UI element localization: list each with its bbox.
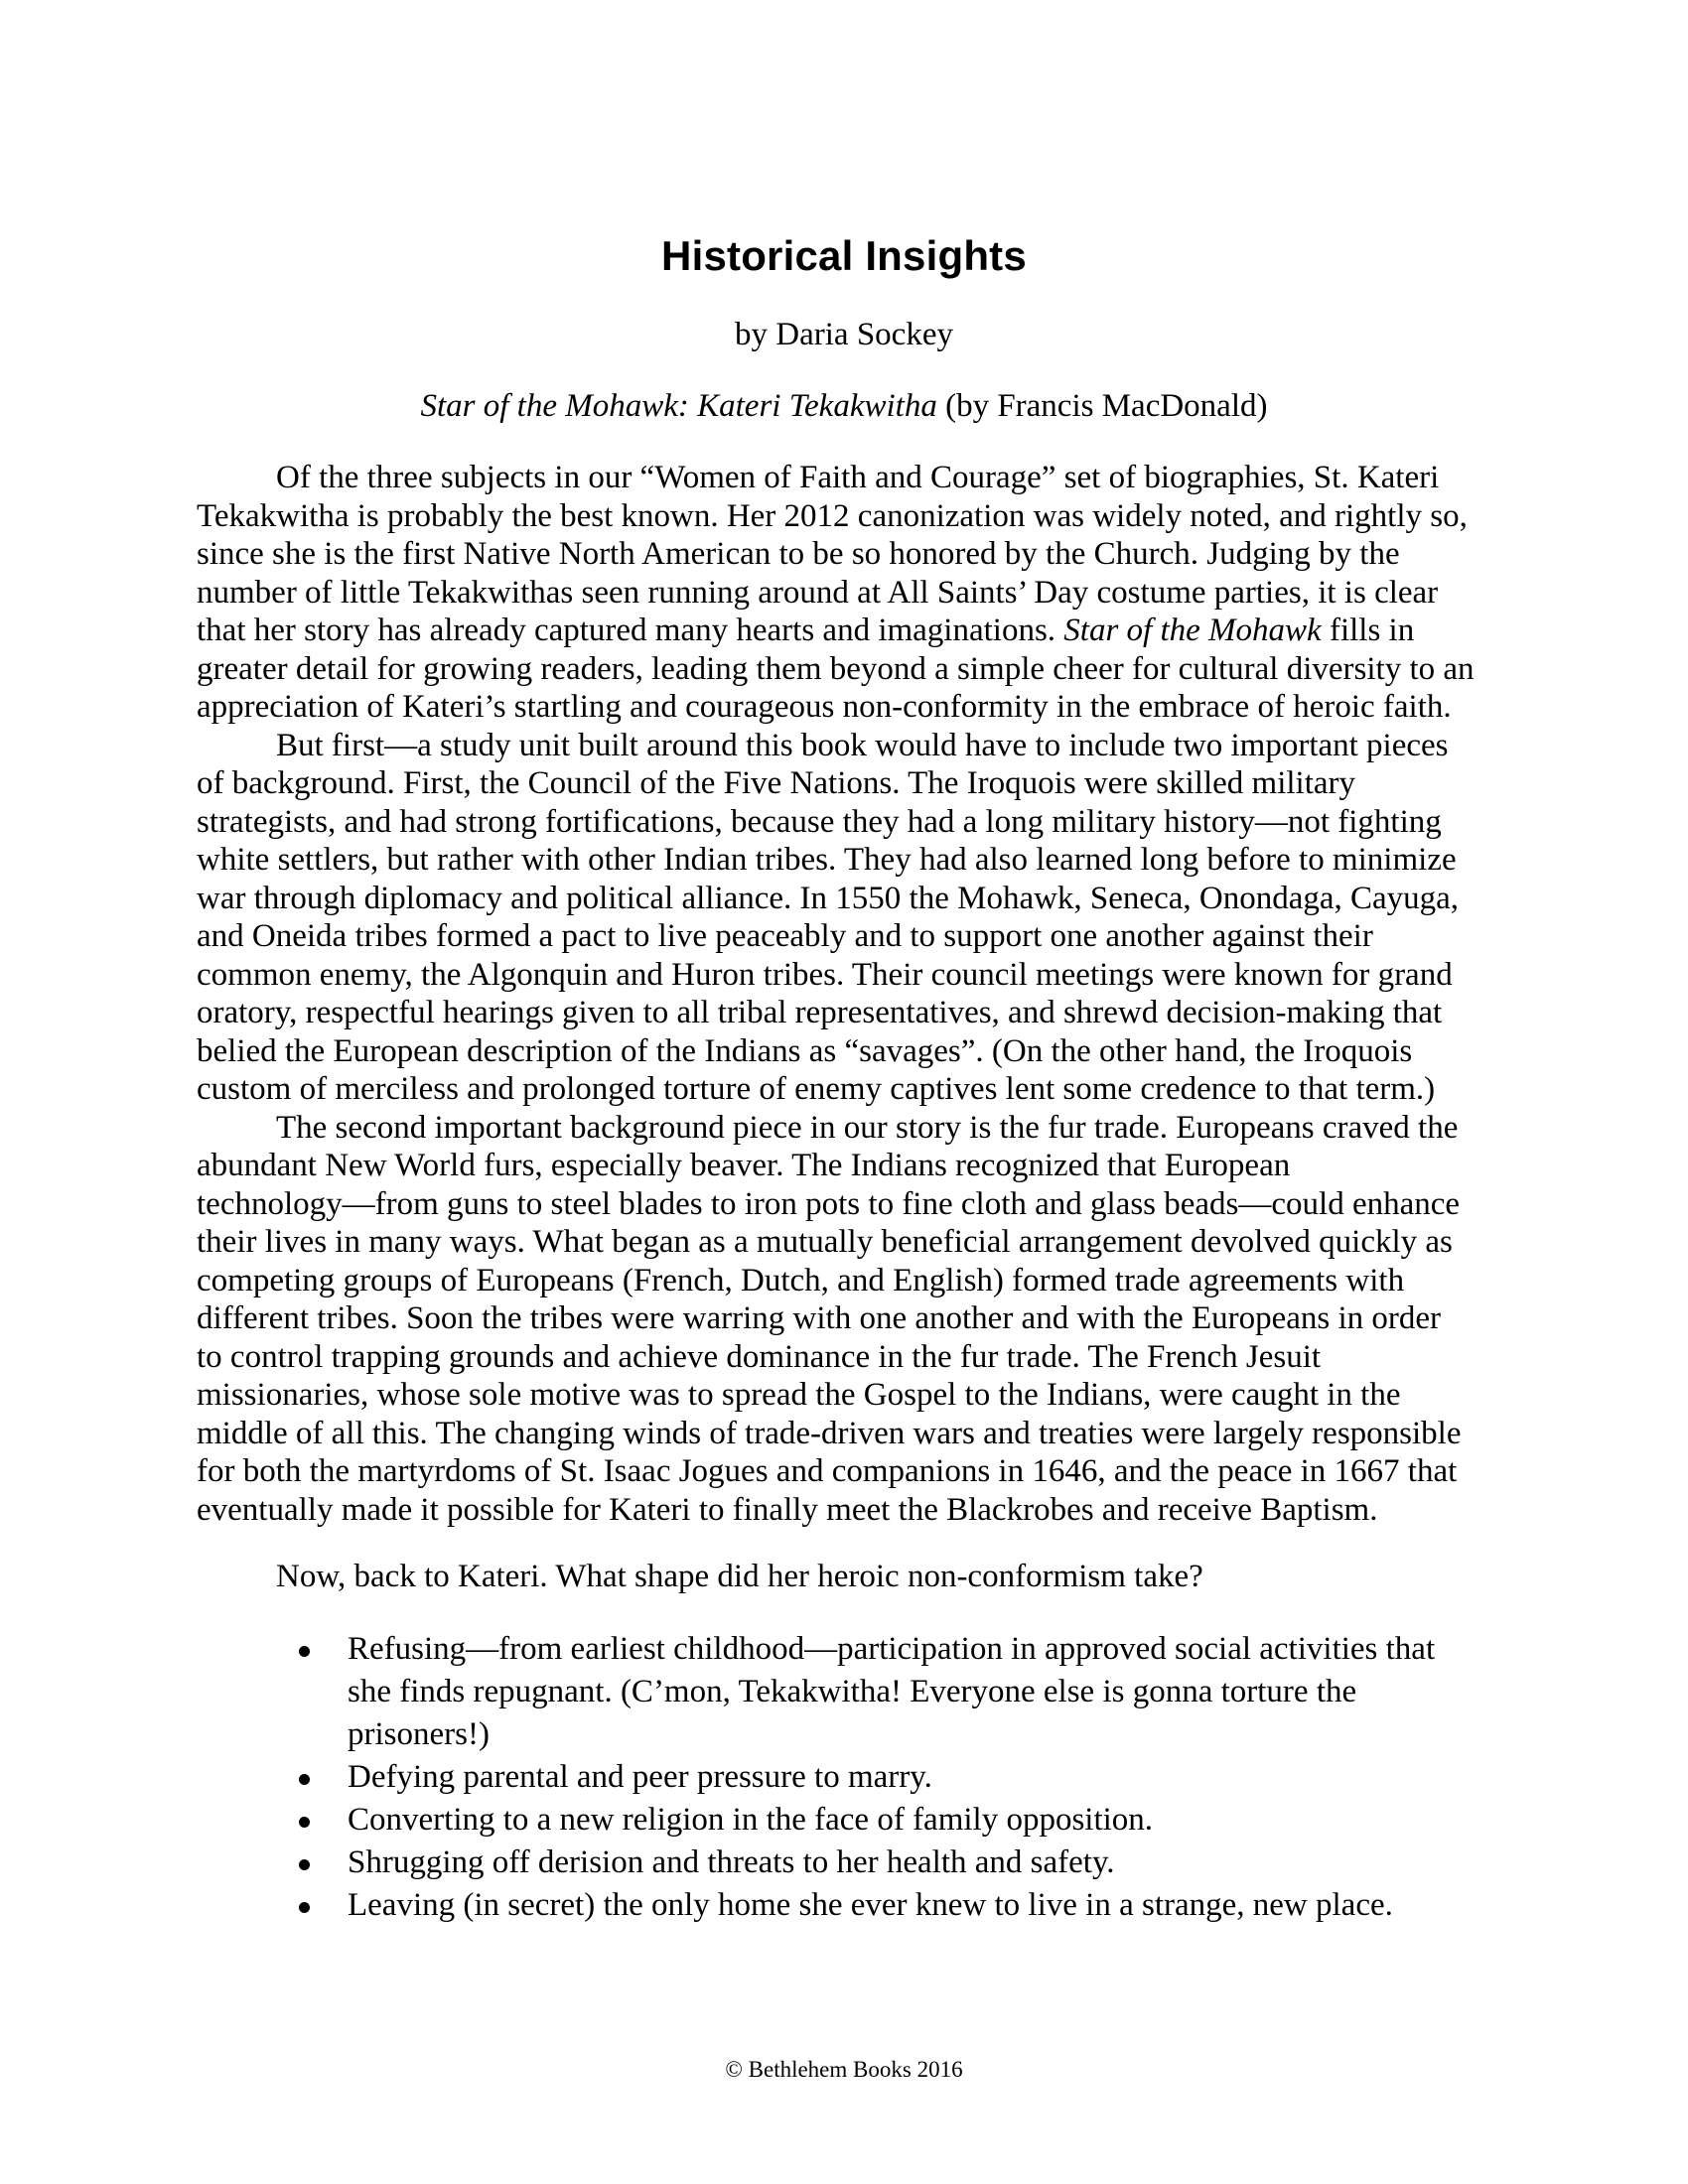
text-line — [197, 612, 1497, 650]
book-title-inline: Star of the Mohawk — [1063, 613, 1322, 648]
text-line: greater detail for growing readers, leading them beyond a simple cheer for cultural diversity to an — [197, 650, 1475, 687]
text-line: war through diplomacy and political alliance. In 1550 the Mohawk, Seneca, Onondaga, Cayuga, — [197, 880, 1460, 916]
lead-question: Now, back to Kateri. What shape did her heroic non-conformism take? — [276, 1559, 1203, 1594]
text-line: to control trapping grounds and achieve dominance in the fur trade. The French Jesuit — [197, 1338, 1322, 1375]
list-item — [278, 1799, 1509, 1842]
paragraph-2 — [197, 727, 1497, 1109]
text-line: oratory, respectful hearings given to all tribal representatives, and shrewd decision-making that — [197, 995, 1443, 1030]
text-line: Tekakwitha is probably the best known. Her 2012 canonization was widely noted, and rightly so, — [197, 497, 1468, 534]
text-line: But first—a study unit built around this book would have to include two important pieces — [276, 727, 1449, 763]
list-item — [278, 1628, 1509, 1756]
text-line: competing groups of Europeans (French, Dutch, and English) formed trade agreements with — [197, 1262, 1405, 1298]
list-item-text: Refusing—from earliest childhood—participation in approved social activities that — [348, 1631, 1436, 1667]
bullet-icon — [299, 1902, 310, 1913]
bullet-icon — [299, 1817, 310, 1828]
bullet-list — [278, 1628, 1509, 1927]
bullet-icon — [299, 1859, 310, 1870]
article-body — [197, 459, 1497, 1529]
text-line: abundant New World furs, especially beaver. The Indians recognized that European — [197, 1148, 1291, 1183]
text-line: Of the three subjects in our “Women of Faith and Courage” set of biographies, St. Kateri — [276, 460, 1440, 495]
bullet-icon — [299, 1774, 310, 1785]
text-line: of background. First, the Council of the Five Nations. The Iroquois were skilled military — [197, 765, 1356, 801]
text-line: strategists, and had strong fortifications, because they had a long military history—not fighting — [197, 803, 1442, 840]
book-subtitle — [0, 387, 1688, 425]
text-line: The second important background piece in our story is the fur trade. Europeans craved the — [276, 1109, 1459, 1146]
bullet-icon — [299, 1646, 310, 1657]
paragraph-3 — [197, 1109, 1497, 1530]
list-item — [278, 1884, 1509, 1927]
copyright-footer: © Bethlehem Books 2016 — [725, 2057, 963, 2082]
paragraph-1 — [197, 459, 1497, 727]
text-line: eventually made it possible for Kateri to finally meet the Blackrobes and receive Baptism. — [197, 1491, 1378, 1528]
list-item-text: Shrugging off derision and threats to her health and safety. — [348, 1844, 1115, 1880]
text-line: since she is the first Native North American to be so honored by the Church. Judging by the — [197, 536, 1400, 572]
text-line: different tribes. Soon the tribes were warring with one another and with the Europeans in order — [197, 1300, 1442, 1336]
text-line: for both the martyrdoms of St. Isaac Jogues and companions in 1646, and the peace in 1667 that — [197, 1453, 1458, 1489]
list-item-text: she finds repugnant. (C’mon, Tekakwitha! Everyone else is gonna torture the — [348, 1674, 1357, 1709]
list-item — [278, 1756, 1509, 1799]
list-item — [278, 1842, 1509, 1884]
text-line: white settlers, but rather with other Indian tribes. They had also learned long before to minimize — [197, 842, 1457, 878]
text-line: common enemy, the Algonquin and Huron tribes. Their council meetings were known for grand — [197, 956, 1453, 993]
book-author: (by Francis MacDonald) — [936, 388, 1268, 424]
book-title: Star of the Mohawk: Kateri Tekakwitha — [420, 388, 937, 424]
text-line: custom of merciless and prolonged torture of enemy captives lent some credence to that term.) — [197, 1071, 1436, 1107]
list-item-text: Defying parental and peer pressure to marry. — [348, 1759, 932, 1795]
text-segment: fills in — [1321, 613, 1415, 648]
text-line: number of little Tekakwithas seen running around at All Saints’ Day costume parties, it is clear — [197, 574, 1439, 611]
text-line: belied the European description of the Indians as “savages”. (On the other hand, the Iroquois — [197, 1032, 1413, 1069]
text-line: their lives in many ways. What began as a mutually beneficial arrangement devolved quickly as — [197, 1224, 1453, 1260]
text-line: missionaries, whose sole motive was to spread the Gospel to the Indians, were caught in the — [197, 1377, 1401, 1413]
text-line: and Oneida tribes formed a pact to live peaceably and to support one another against their — [197, 918, 1373, 954]
text-line: appreciation of Kateri’s startling and courageous non-conformity in the embrace of heroic faith. — [197, 689, 1452, 725]
text-segment: that her story has already captured many hearts and imaginations. — [197, 613, 1064, 648]
list-item-text: Leaving (in secret) the only home she ever knew to live in a strange, new place. — [348, 1887, 1393, 1923]
page-title: Historical Insights — [661, 232, 1027, 279]
author-byline: by Daria Sockey — [735, 317, 953, 352]
list-item-text: prisoners!) — [348, 1716, 490, 1752]
text-line: technology—from guns to steel blades to iron pots to fine cloth and glass beads—could enhance — [197, 1185, 1461, 1222]
text-line: middle of all this. The changing winds of trade-driven wars and treaties were largely responsible — [197, 1415, 1462, 1451]
list-item-text: Converting to a new religion in the face of family opposition. — [348, 1802, 1154, 1838]
